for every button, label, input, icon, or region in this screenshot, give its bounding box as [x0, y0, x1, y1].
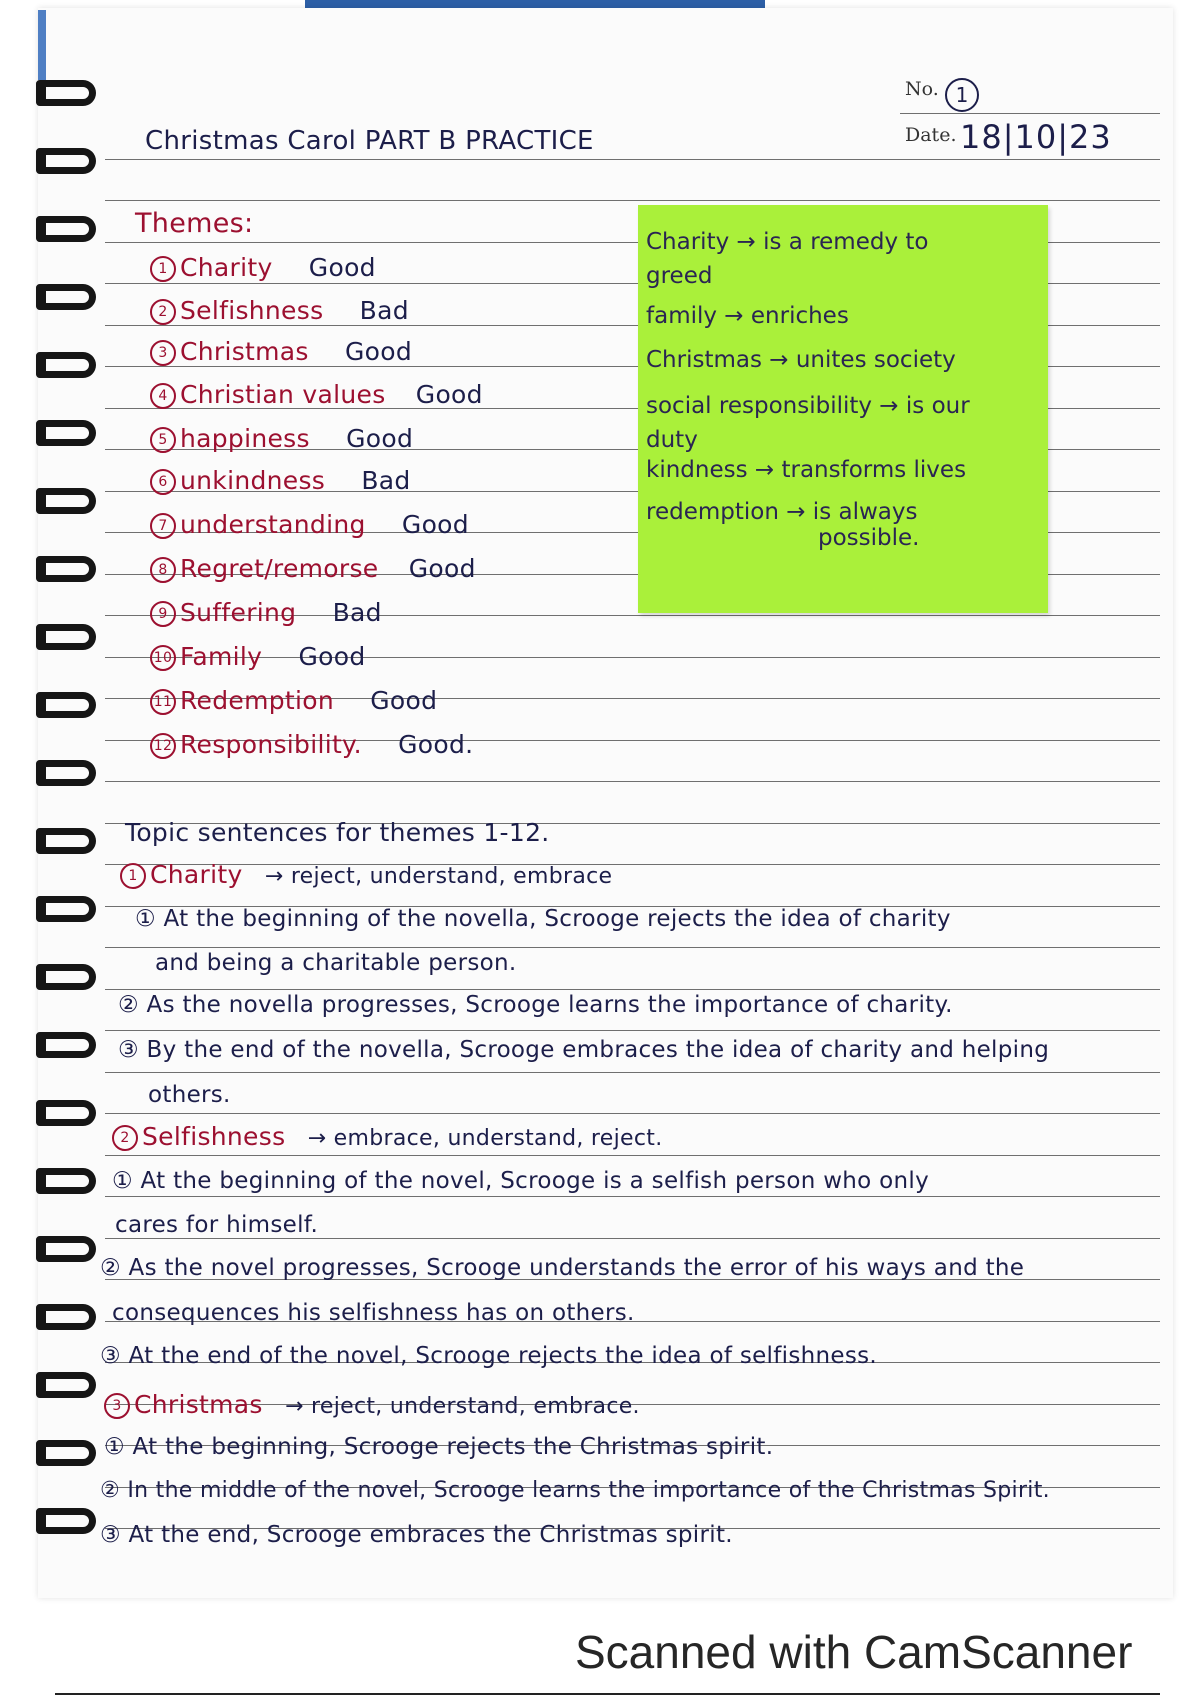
camscanner-watermark: Scanned with CamScanner — [575, 1626, 1133, 1678]
topic-sentence: consequences his selfishness has on others. — [112, 1300, 635, 1326]
theme-item: 5 happiness Good — [150, 424, 413, 453]
topic-group-header: 3 Christmas → reject, understand, embrace. — [104, 1390, 640, 1419]
sticky-note-line: family → enriches — [646, 303, 849, 329]
theme-item: 8 Regret/remorse Good — [150, 554, 476, 583]
theme-item: 9 Suffering Bad — [150, 598, 382, 627]
theme-item: 7 understanding Good — [150, 510, 469, 539]
sticky-note-line: Christmas → unites society — [646, 347, 956, 373]
date-value: 18|10|23 — [960, 118, 1112, 156]
topic-sentence: others. — [148, 1082, 231, 1108]
topic-group-header: 2 Selfishness → embrace, understand, reject. — [112, 1122, 663, 1151]
topic-sentence: cares for himself. — [115, 1212, 319, 1238]
sticky-note-line: Charity → is a remedy to — [646, 229, 929, 255]
topic-sentence: and being a charitable person. — [155, 950, 517, 976]
sticky-note-line: greed — [646, 263, 713, 289]
sticky-note — [638, 205, 1048, 613]
theme-item: 1 Charity Good — [150, 253, 376, 282]
topic-sentence: ③ At the end, Scrooge embraces the Christmas spirit. — [100, 1522, 733, 1548]
topic-sentence: ③ By the end of the novella, Scrooge embraces the idea of charity and helping — [118, 1037, 1050, 1063]
themes-heading: Themes: — [135, 208, 254, 239]
topic-sentence: ① At the beginning of the novel, Scrooge is a selfish person who only — [112, 1168, 930, 1194]
sticky-note-line: redemption → is always — [646, 499, 918, 525]
footer-divider — [55, 1693, 1160, 1695]
topics-heading: Topic sentences for themes 1-12. — [125, 818, 550, 847]
sticky-note-line: kindness → transforms lives — [646, 457, 967, 483]
sticky-note-line: duty — [646, 427, 698, 453]
date-label: Date. — [905, 124, 957, 146]
theme-item: 12 Responsibility. Good. — [150, 730, 473, 759]
page-title: Christmas Carol PART B PRACTICE — [145, 126, 594, 156]
topic-sentence: ② As the novel progresses, Scrooge understands the error of his ways and the — [100, 1255, 1025, 1281]
topic-sentence: ③ At the end of the novel, Scrooge rejects the idea of selfishness. — [100, 1343, 877, 1369]
no-label: No. — [905, 78, 939, 100]
topic-group-header: 1 Charity → reject, understand, embrace — [120, 860, 612, 889]
topic-sentence: ② In the middle of the novel, Scrooge learns the importance of the Christmas Spirit. — [100, 1478, 1050, 1503]
theme-item: 11 Redemption Good — [150, 686, 437, 715]
theme-item: 10 Family Good — [150, 642, 366, 671]
theme-item: 6 unkindness Bad — [150, 466, 411, 495]
spiral-binding — [36, 70, 104, 1570]
theme-item: 2 Selfishness Bad — [150, 296, 409, 325]
theme-item: 3 Christmas Good — [150, 337, 412, 366]
sticky-note-line: possible. — [818, 525, 920, 551]
topic-sentence: ② As the novella progresses, Scrooge learns the importance of charity. — [118, 992, 953, 1018]
theme-item: 4 Christian values Good — [150, 380, 483, 409]
topic-sentence: ① At the beginning of the novella, Scrooge rejects the idea of charity — [135, 906, 951, 932]
sticky-note-line: social responsibility → is our — [646, 393, 970, 419]
page-number: 1 — [945, 78, 979, 112]
topic-sentence: ① At the beginning, Scrooge rejects the Christmas spirit. — [104, 1434, 774, 1460]
